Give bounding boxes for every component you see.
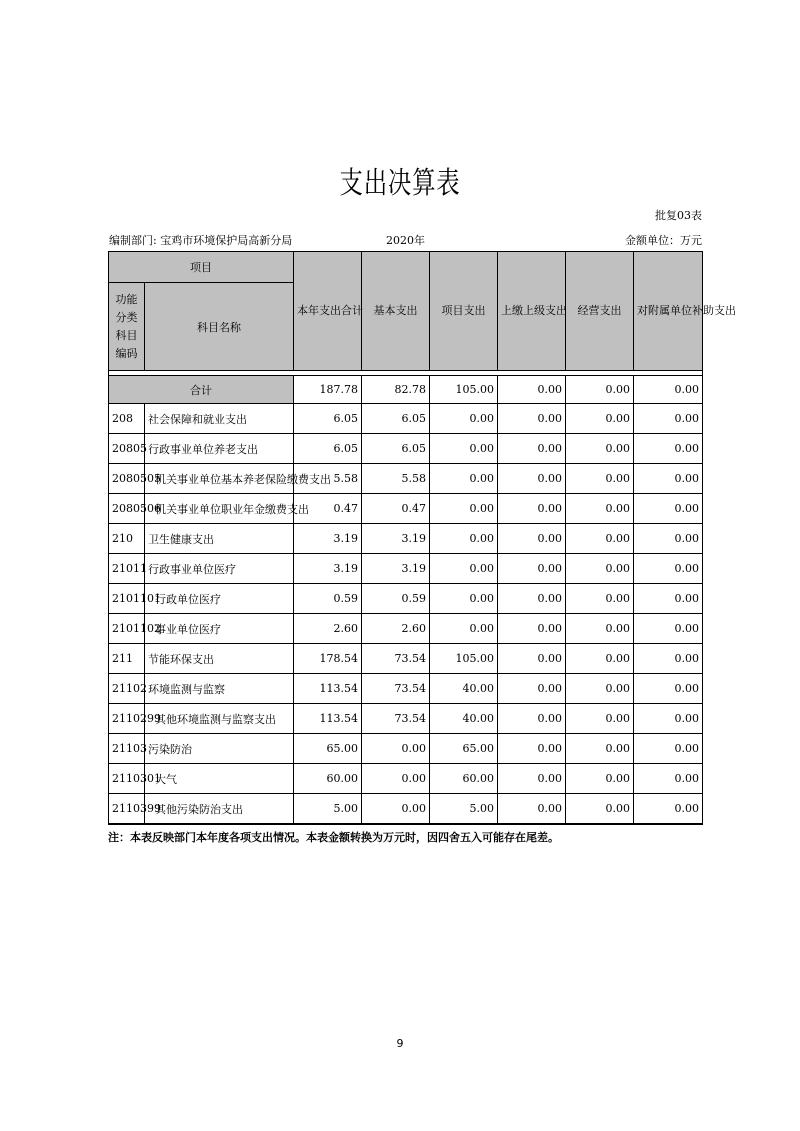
value-cell: 113.54	[294, 674, 362, 704]
header-project: 项目	[109, 252, 294, 283]
value-cell: 0.00	[498, 674, 566, 704]
value-cell: 0.00	[634, 764, 703, 794]
value-cell: 0.00	[430, 404, 498, 434]
total-cell: 187.78	[294, 376, 362, 404]
header-col-basic: 基本支出	[362, 252, 430, 371]
value-cell: 0.00	[566, 794, 634, 825]
name-cell: 机关事业单位职业年金缴费支出	[145, 494, 294, 524]
table-row	[109, 734, 703, 764]
total-cell: 82.78	[362, 376, 430, 404]
value-cell: 6.05	[362, 434, 430, 464]
value-cell: 0.00	[566, 644, 634, 674]
value-cell: 6.05	[294, 434, 362, 464]
table-row	[109, 614, 703, 644]
header-name: 科目名称	[145, 283, 294, 371]
value-cell: 113.54	[294, 704, 362, 734]
table-row	[109, 494, 703, 524]
name-cell: 行政事业单位养老支出	[145, 434, 294, 464]
code-cell: 2110301	[109, 764, 145, 794]
total-cell: 105.00	[430, 376, 498, 404]
name-cell: 环境监测与监察	[145, 674, 294, 704]
value-cell: 0.00	[430, 434, 498, 464]
value-cell: 0.00	[362, 764, 430, 794]
table-row	[109, 404, 703, 434]
value-cell: 5.58	[362, 464, 430, 494]
code-cell: 21103	[109, 734, 145, 764]
value-cell: 0.00	[634, 464, 703, 494]
value-cell: 3.19	[294, 524, 362, 554]
total-cell: 0.00	[634, 376, 703, 404]
value-cell: 0.00	[362, 794, 430, 825]
header-col-superior: 上缴上级支出	[498, 252, 566, 371]
value-cell: 0.00	[634, 554, 703, 584]
value-cell: 0.00	[566, 584, 634, 614]
value-cell: 73.54	[362, 704, 430, 734]
table-row	[109, 794, 703, 825]
value-cell: 0.00	[634, 494, 703, 524]
value-cell: 0.00	[430, 464, 498, 494]
table-row	[109, 704, 703, 734]
value-cell: 0.00	[566, 404, 634, 434]
table-row	[109, 644, 703, 674]
value-cell: 0.00	[566, 734, 634, 764]
name-cell: 社会保障和就业支出	[145, 404, 294, 434]
value-cell: 0.00	[566, 764, 634, 794]
value-cell: 0.00	[566, 524, 634, 554]
value-cell: 40.00	[430, 704, 498, 734]
header-code: 功能分类科目编码	[109, 283, 145, 371]
value-cell: 2.60	[362, 614, 430, 644]
value-cell: 0.00	[498, 734, 566, 764]
header-col-project: 项目支出	[430, 252, 498, 371]
value-cell: 40.00	[430, 674, 498, 704]
value-cell: 0.00	[430, 614, 498, 644]
unit-label: 金额单位：万元	[625, 234, 702, 247]
name-cell: 行政单位医疗	[145, 584, 294, 614]
value-cell: 0.00	[634, 644, 703, 674]
total-label: 合计	[109, 376, 294, 404]
table-row	[109, 524, 703, 554]
code-cell: 2110399	[109, 794, 145, 825]
value-cell: 0.00	[634, 794, 703, 825]
page-number: 9	[396, 1037, 404, 1050]
value-cell: 178.54	[294, 644, 362, 674]
form-number: 批复03表	[655, 209, 702, 222]
code-cell: 210	[109, 524, 145, 554]
value-cell: 0.00	[498, 494, 566, 524]
value-cell: 0.00	[634, 674, 703, 704]
value-cell: 0.00	[566, 674, 634, 704]
value-cell: 0.00	[498, 434, 566, 464]
value-cell: 0.00	[498, 554, 566, 584]
name-cell: 行政事业单位医疗	[145, 554, 294, 584]
value-cell: 0.00	[566, 434, 634, 464]
code-cell: 2080505	[109, 464, 145, 494]
header-col-total: 本年支出合计	[294, 252, 362, 371]
code-cell: 2110299	[109, 704, 145, 734]
value-cell: 0.00	[566, 554, 634, 584]
value-cell: 73.54	[362, 674, 430, 704]
header-col-subsidy: 对附属单位补助支出	[634, 252, 703, 371]
name-cell: 事业单位医疗	[145, 614, 294, 644]
value-cell: 0.00	[430, 494, 498, 524]
code-cell: 2080506	[109, 494, 145, 524]
value-cell: 0.00	[634, 524, 703, 554]
value-cell: 73.54	[362, 644, 430, 674]
expenditure-table	[108, 251, 736, 825]
value-cell: 0.00	[634, 404, 703, 434]
value-cell: 0.47	[294, 494, 362, 524]
name-cell: 卫生健康支出	[145, 524, 294, 554]
value-cell: 0.00	[634, 734, 703, 764]
value-cell: 65.00	[294, 734, 362, 764]
value-cell: 0.00	[430, 524, 498, 554]
value-cell: 0.00	[498, 794, 566, 825]
dept-label: 编制部门: 宝鸡市环境保护局高新分局	[109, 234, 293, 247]
name-cell: 大气	[145, 764, 294, 794]
table-row	[109, 554, 703, 584]
code-cell: 20805	[109, 434, 145, 464]
page-title: 支出决算表	[339, 166, 461, 201]
value-cell: 2.60	[294, 614, 362, 644]
value-cell: 3.19	[362, 554, 430, 584]
value-cell: 60.00	[430, 764, 498, 794]
value-cell: 0.00	[634, 434, 703, 464]
value-cell: 6.05	[294, 404, 362, 434]
value-cell: 0.59	[294, 584, 362, 614]
value-cell: 5.00	[430, 794, 498, 825]
code-cell: 2101101	[109, 584, 145, 614]
value-cell: 0.59	[362, 584, 430, 614]
value-cell: 3.19	[362, 524, 430, 554]
value-cell: 0.00	[634, 614, 703, 644]
total-cell: 0.00	[498, 376, 566, 404]
value-cell: 0.47	[362, 494, 430, 524]
value-cell: 0.00	[498, 584, 566, 614]
value-cell: 0.00	[634, 584, 703, 614]
name-cell: 节能环保支出	[145, 644, 294, 674]
code-cell: 208	[109, 404, 145, 434]
value-cell: 0.00	[430, 554, 498, 584]
total-row	[109, 376, 703, 404]
table-row	[109, 674, 703, 704]
code-cell: 211	[109, 644, 145, 674]
table-row	[109, 764, 703, 794]
name-cell: 其他污染防治支出	[145, 794, 294, 825]
value-cell: 0.00	[498, 614, 566, 644]
value-cell: 5.58	[294, 464, 362, 494]
value-cell: 0.00	[498, 464, 566, 494]
value-cell: 0.00	[498, 404, 566, 434]
value-cell: 0.00	[498, 524, 566, 554]
table-row	[109, 434, 703, 464]
footnote: 注：本表反映部门本年度各项支出情况。本表金额转换为万元时，因四舍五入可能存在尾差。	[108, 831, 559, 844]
value-cell: 5.00	[294, 794, 362, 825]
value-cell: 0.00	[634, 704, 703, 734]
header-col-operating: 经营支出	[566, 252, 634, 371]
value-cell: 0.00	[362, 734, 430, 764]
value-cell: 6.05	[362, 404, 430, 434]
year-label: 2020年	[386, 234, 425, 247]
value-cell: 0.00	[566, 614, 634, 644]
total-cell: 0.00	[566, 376, 634, 404]
value-cell: 0.00	[430, 584, 498, 614]
code-cell: 2101102	[109, 614, 145, 644]
value-cell: 0.00	[566, 464, 634, 494]
code-cell: 21102	[109, 674, 145, 704]
name-cell: 机关事业单位基本养老保险缴费支出	[145, 464, 294, 494]
table-row	[109, 464, 703, 494]
value-cell: 0.00	[498, 704, 566, 734]
code-cell: 21011	[109, 554, 145, 584]
value-cell: 0.00	[498, 644, 566, 674]
value-cell: 65.00	[430, 734, 498, 764]
value-cell: 0.00	[566, 494, 634, 524]
name-cell: 污染防治	[145, 734, 294, 764]
name-cell: 其他环境监测与监察支出	[145, 704, 294, 734]
value-cell: 0.00	[566, 704, 634, 734]
value-cell: 60.00	[294, 764, 362, 794]
value-cell: 0.00	[498, 764, 566, 794]
table-row	[109, 584, 703, 614]
value-cell: 105.00	[430, 644, 498, 674]
value-cell: 3.19	[294, 554, 362, 584]
